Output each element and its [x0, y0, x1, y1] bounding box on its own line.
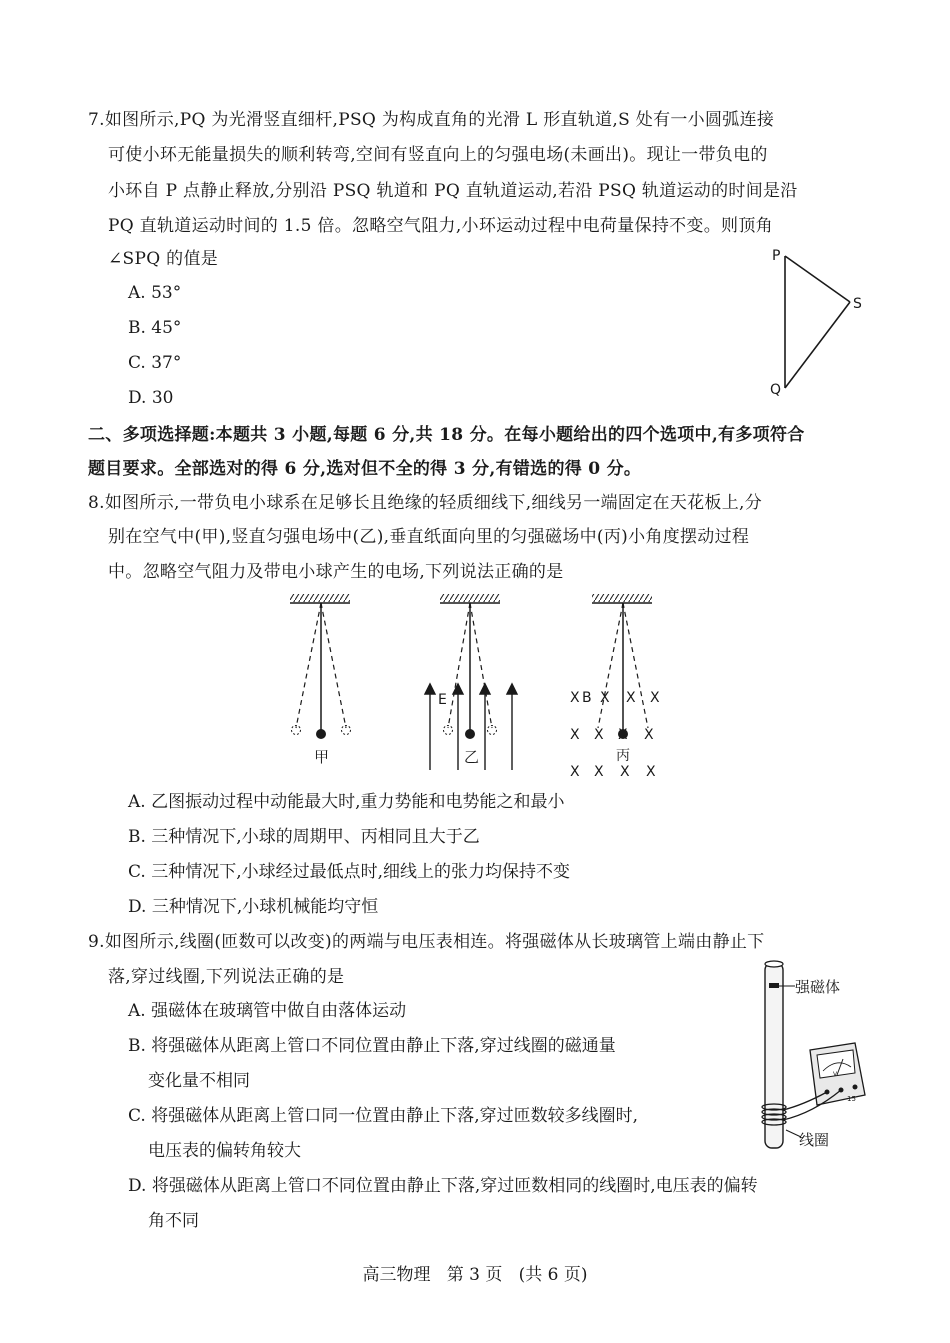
q7-option-a: A. 53°: [128, 283, 182, 303]
magnet: [769, 983, 779, 988]
label-yi: 乙: [464, 748, 480, 766]
field-x: X: [570, 727, 580, 743]
label-jia: 甲: [314, 748, 330, 766]
q9-option-d-cont: 角不同: [148, 1211, 199, 1231]
q7-line-4: PQ 直轨道运动时间的 1.5 倍。忽略空气阻力,小环运动过程中电荷量保持不变。则顶角: [108, 216, 773, 236]
pendulum-bing: [570, 594, 660, 780]
label-s: S: [853, 296, 862, 312]
q7-option-d: D. 30: [128, 388, 174, 408]
q7-line-3: 小环自 P 点静止释放,分别沿 PSQ 轨道和 PQ 直轨道运动,若沿 PSQ 轨道运动的时间是沿: [108, 181, 798, 201]
field-x: X: [600, 690, 610, 706]
q7-option-c: C. 37°: [128, 353, 182, 373]
q9-option-d: D. 将强磁体从距离上管口不同位置由静止下落,穿过匝数相同的线圈时,电压表的偏转: [128, 1176, 758, 1196]
field-x: X: [620, 764, 630, 780]
label-b: B: [582, 690, 592, 706]
q9-option-b-cont: 变化量不相同: [148, 1071, 250, 1091]
label-bing: 丙: [616, 748, 630, 764]
q9-option-c-cont: 电压表的偏转角较大: [148, 1141, 301, 1161]
field-x: X: [570, 764, 580, 780]
section2-line-1: 二、多项选择题:本题共 3 小题,每题 6 分,共 18 分。在每小题给出的四个选项中,有多项符合: [88, 425, 805, 445]
q7-line-1: 7.如图所示,PQ 为光滑竖直细杆,PSQ 为构成直角的光滑 L 形直轨道,S 处有一小圆弧连接: [88, 110, 775, 130]
field-x: X: [618, 727, 628, 743]
field-x: X: [646, 764, 656, 780]
ball-jia: [316, 729, 326, 739]
sq-track: [785, 302, 850, 388]
page-footer: 高三物理 第 3 页 (共 6 页): [362, 1265, 588, 1285]
field-x: X: [594, 727, 604, 743]
q7-triangle-figure: [760, 240, 870, 400]
q7-option-b: B. 45°: [128, 318, 182, 338]
q8-line-2: 别在空气中(甲),竖直匀强电场中(乙),垂直纸面向里的匀强磁场中(丙)小角度摆动过程: [108, 527, 750, 547]
magnetic-field-marks: [570, 690, 660, 780]
q8-option-b: B. 三种情况下,小球的周期甲、丙相同且大于乙: [128, 827, 480, 847]
ball-yi: [465, 729, 475, 739]
pendulum-yi: [425, 594, 517, 770]
label-p: P: [772, 248, 781, 264]
field-x: X: [570, 690, 580, 706]
q7-line-5: ∠SPQ 的值是: [108, 249, 219, 269]
q8-line-3: 中。忽略空气阻力及带电小球产生的电场,下列说法正确的是: [108, 562, 564, 582]
q8-pendulum-figure: [270, 592, 680, 787]
ps-track: [785, 256, 850, 302]
q9-line-1: 9.如图所示,线圈(匝数可以改变)的两端与电压表相连。将强磁体从长玻璃管上端由静止下: [88, 932, 765, 952]
q8-option-d: D. 三种情况下,小球机械能均守恒: [128, 897, 379, 917]
field-x: X: [644, 727, 654, 743]
voltmeter: [810, 1043, 865, 1105]
q7-line-2: 可使小环无能量损失的顺利转弯,空间有竖直向上的匀强电场(未画出)。现让一带负电的: [108, 145, 768, 165]
field-x: X: [626, 690, 636, 706]
magnet-label: 强磁体: [795, 978, 841, 996]
pendulum-jia: [290, 594, 351, 766]
q9-option-c: C. 将强磁体从距离上管口同一位置由静止下落,穿过匝数较多线圈时,: [128, 1106, 639, 1126]
field-x: X: [650, 690, 660, 706]
field-x: X: [594, 764, 604, 780]
label-q: Q: [770, 382, 782, 398]
q9-option-a: A. 强磁体在玻璃管中做自由落体运动: [128, 1001, 407, 1021]
section2-line-2: 题目要求。全部选对的得 6 分,选对但不全的得 3 分,有错选的得 0 分。: [88, 459, 642, 479]
coil-label: 线圈: [799, 1131, 830, 1149]
q9-line-2: 落,穿过线圈,下列说法正确的是: [108, 967, 345, 987]
q9-option-b: B. 将强磁体从距离上管口不同位置由静止下落,穿过线圈的磁通量: [128, 1036, 616, 1056]
q9-magnet-figure: [755, 955, 905, 1155]
q8-option-c: C. 三种情况下,小球经过最低点时,细线上的张力均保持不变: [128, 862, 571, 882]
q8-line-1: 8.如图所示,一带负电小球系在足够长且绝缘的轻质细线下,细线另一端固定在天花板上,分: [88, 493, 763, 513]
meter-v: V: [833, 1071, 838, 1078]
q8-option-a: A. 乙图振动过程中动能最大时,重力势能和电势能之和最小: [128, 792, 565, 812]
meter-terminal: 15: [847, 1095, 856, 1103]
label-e: E: [438, 692, 447, 708]
